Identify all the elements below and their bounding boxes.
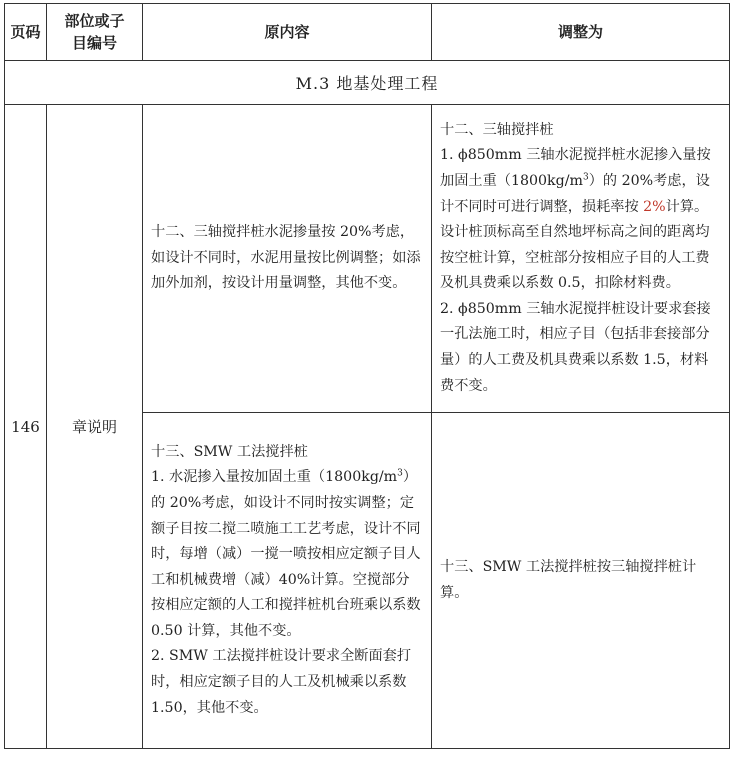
- item13-orig1-text-a: 1. 水泥掺入量按加固土重（1800kg/m: [151, 469, 398, 486]
- item12-adjusted: [432, 105, 730, 413]
- item12-adjusted-point1: [440, 143, 721, 297]
- item12-adjusted-title: 十二、三轴搅拌桩: [440, 121, 554, 138]
- table-row: [5, 105, 730, 413]
- page-number: 146: [5, 105, 47, 749]
- item12-adj1-text-c: 计算。设计桩顶标高至自然地坪标高之间的距离均按空桩计算，空桩部分按相应子目的人工费及机具费乘以系数 0.5，扣除材料费。: [440, 198, 710, 292]
- item13-original: [143, 413, 432, 749]
- item12-adj1-superscript: 3: [582, 172, 589, 183]
- item13-original-point1: [151, 465, 423, 644]
- header-row: [5, 4, 730, 61]
- part-name: 章说明: [47, 105, 143, 749]
- item12-original: 十二、三轴搅拌桩水泥掺量按 20%考虑，如设计不同时，水泥用量按比例调整；如添加外加剂，按设计用量调整，其他不变。: [143, 105, 432, 413]
- item13-orig1-text-b: ）的 20%考虑，如设计不同时按实调整；定额子目按二搅二喷施工工艺考虑，设计不同时，每增（减）一搅一喷按相应定额子目人工和机械费增（减）40%计算。空搅部分按相应定额的人工和搅拌桩机台班乘以系数 0.50 计算，其他不变。: [151, 469, 421, 639]
- header-page: 页码: [5, 4, 47, 61]
- item12-adj1-highlight: 2%: [643, 198, 666, 215]
- section-title: M.3 地基处理工程: [5, 61, 730, 105]
- item13-title: 十三、SMW 工法搅拌桩: [151, 443, 308, 460]
- header-original: 原内容: [143, 4, 432, 61]
- header-part-line2: 目编号: [71, 34, 117, 52]
- header-part-line1: 部位或子: [64, 12, 125, 30]
- item12-adj1-text-b: ）的 20%考虑，设计不同时可进行调整，损耗率按: [440, 172, 710, 215]
- item13-orig1-superscript: 3: [397, 468, 403, 479]
- item13-adjusted: 十三、SMW 工法搅拌桩按三轴搅拌桩计算。: [432, 413, 730, 749]
- section-row: [5, 61, 730, 105]
- item13-original-point2: 2. SMW 工法搅拌桩设计要求全断面套打时，相应定额子目的人工及机械乘以系数 1.50，其他不变。: [151, 648, 412, 716]
- adjustment-table: [4, 3, 730, 749]
- item12-adj1-text-a: 1. ϕ850mm 三轴水泥搅拌桩水泥掺入量按加固土重（1800kg/m: [440, 147, 711, 189]
- header-part: [47, 4, 143, 61]
- item12-adjusted-point2: 2. ϕ850mm 三轴水泥搅拌桩设计要求套接一孔法施工时，相应子目（包括非套接部分量）的人工费及机具费乘以系数 1.5，材料费不变。: [440, 300, 711, 394]
- header-adjusted: 调整为: [432, 4, 730, 61]
